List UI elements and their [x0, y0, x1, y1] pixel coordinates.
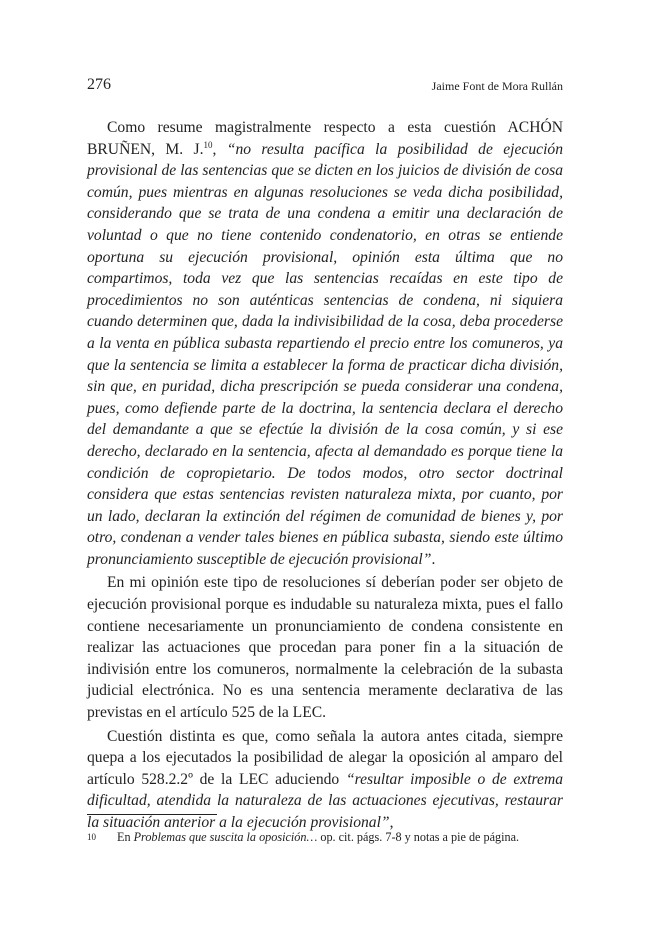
- footnote-title: Problemas que suscita la oposición…: [133, 830, 318, 844]
- paragraph-3-quote: “resultar imposible o de extrema dificultad, atendida la naturaleza de las actuaciones ejecutivas, restaurar la situación anterior a la ejecución provisional”: [87, 770, 564, 831]
- body-text: [87, 117, 563, 836]
- footnote-prefix: En: [117, 830, 134, 844]
- paragraph-3-intro: Cuestión distinta es que, como señala la autora antes citada, siempre quepa a los ejecutados la posibilidad de alegar la oposición al amparo del artículo 528.2.2º de la LEC aduciendo: [87, 727, 563, 788]
- page-header: [87, 76, 563, 96]
- paragraph-1-quote: “no resulta pacífica la posibilidad de ejecución provisional de las sentencias que se dicten en los juicios de división de cosa común, pues mientras en algunas resoluciones se veda dicha posibilidad, considerando que se trata de una condena a emitir una declaración de voluntad o que no tiene contenido condenatorio, en otras se entiende oportuna su ejecución provisional, opinión esta última que no compartimos, toda vez que las sentencias recaídas en este tipo de procedimientos no son auténticas sentencias de condena, ni siquiera cuando determinen que, dada la indivisibilidad de la cosa, deba procederse a la venta en pública subasta repartiendo el precio entre los comuneros, ya que la sentencia se limita a establecer la forma de practicar dicha división, sin que, en puridad, dicha prescripción se pueda considerar una condena, pues, como defiende parte de la doctrina, la sentencia declara el derecho del demandante a que se efectúe la división de la cosa común, y si ese derecho, declarado en la sentencia, afecta al demandado es porque tiene la condición de copropietario. De todos modos, otro sector doctrinal considera que estas sentencias revisten naturaleza mixta, por cuanto, por un lado, declaran la extinción del régimen de comunidad de bienes y, por otro, condenan a vender tales bienes en pública subasta, siendo este último pronunciamiento susceptible de ejecución provisional”: [87, 140, 563, 568]
- footnote-text: [117, 829, 563, 846]
- footnote-number: 10: [87, 832, 96, 842]
- footnote: [87, 829, 563, 846]
- footnote-suffix: op. cit. págs. 7-8 y notas a pie de página.: [317, 830, 520, 844]
- footnote-separator: [87, 814, 217, 815]
- paragraph-3-end: ,: [389, 814, 394, 831]
- paragraph-1-intro: Como resume magistralmente respecto a esta cuestión ACHÓN BRUÑEN, M. J.: [87, 119, 563, 158]
- page-number: 276: [87, 76, 111, 93]
- paragraph-1-comma: ,: [212, 140, 227, 158]
- paragraph-2: En mi opinión este tipo de resoluciones sí deberían poder ser objeto de ejecución provisional porque es indudable su naturaleza mixta, pues el fallo contiene necesariamente un pronunciamiento de condena consistente en realizar las actuaciones que procedan para poner fin a la situación de indivisión entre los comuneros, normalmente la celebración de la subasta judicial electrónica. No es una sentencia meramente declarativa de las previstas en el artículo 525 de la LEC.: [87, 574, 563, 722]
- footnote-reference: 10: [203, 139, 213, 150]
- running-head: Jaime Font de Mora Rullán: [431, 79, 563, 93]
- paragraph-3: [87, 726, 563, 834]
- paragraph-1-end: .: [431, 550, 436, 568]
- paragraph-1: [87, 117, 563, 570]
